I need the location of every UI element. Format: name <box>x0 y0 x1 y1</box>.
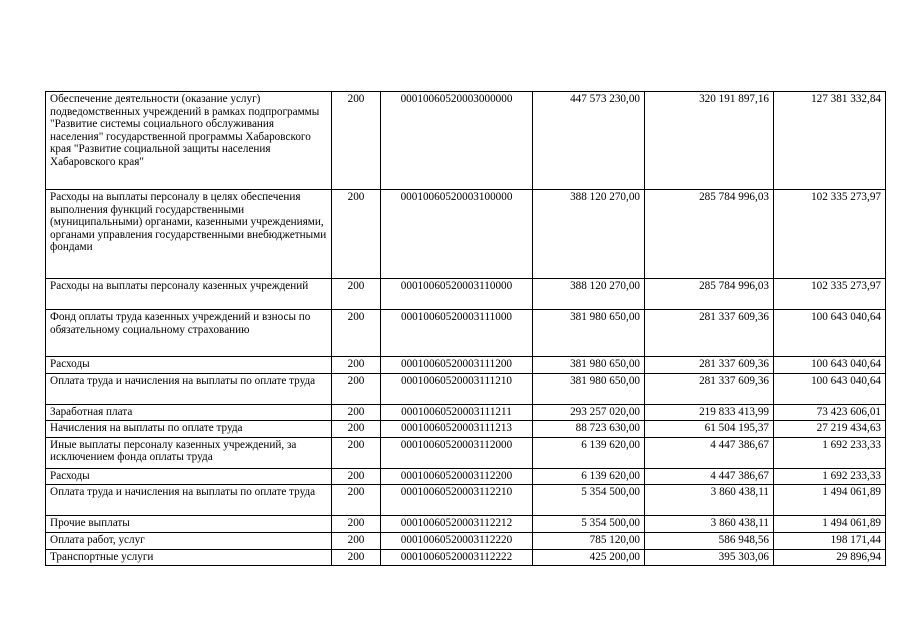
row-name-cell: Расходы на выплаты персоналу в целях обеспечения выполнения функций государственными (муниципальными) органами, казенными учреждениями, органами управления государственными внебюджетными фондами <box>46 190 332 279</box>
row-kbk-cell: 00010060520003111211 <box>381 404 533 421</box>
row-line-code-cell: 200 <box>332 404 381 421</box>
row-kbk-cell: 00010060520003112210 <box>381 485 533 516</box>
row-name-cell: Транспортные услуги <box>46 549 332 566</box>
table-row <box>46 516 886 533</box>
row-name-cell: Прочие выплаты <box>46 516 332 533</box>
row-approved-cell: 88 723 630,00 <box>533 421 645 438</box>
row-remaining-cell: 100 643 040,64 <box>774 357 886 374</box>
row-name-cell: Иные выплаты персоналу казенных учреждений, за исключением фонда оплаты труда <box>46 437 332 468</box>
table-body <box>46 92 886 566</box>
row-approved-cell: 381 980 650,00 <box>533 373 645 404</box>
row-approved-cell: 381 980 650,00 <box>533 310 645 357</box>
table-row <box>46 373 886 404</box>
row-remaining-cell: 198 171,44 <box>774 532 886 549</box>
row-approved-cell: 381 980 650,00 <box>533 357 645 374</box>
row-kbk-cell: 00010060520003111000 <box>381 310 533 357</box>
row-kbk-cell: 00010060520003112200 <box>381 468 533 485</box>
row-approved-cell: 388 120 270,00 <box>533 190 645 279</box>
row-line-code-cell: 200 <box>332 373 381 404</box>
row-line-code-cell: 200 <box>332 357 381 374</box>
row-kbk-cell: 00010060520003112222 <box>381 549 533 566</box>
row-kbk-cell: 00010060520003111210 <box>381 373 533 404</box>
table-row <box>46 92 886 190</box>
row-executed-cell: 3 860 438,11 <box>645 516 774 533</box>
row-remaining-cell: 73 423 606,01 <box>774 404 886 421</box>
row-approved-cell: 447 573 230,00 <box>533 92 645 190</box>
row-line-code-cell: 200 <box>332 437 381 468</box>
row-remaining-cell: 127 381 332,84 <box>774 92 886 190</box>
row-line-code-cell: 200 <box>332 279 381 310</box>
row-line-code-cell: 200 <box>332 516 381 533</box>
row-name-cell: Оплата труда и начисления на выплаты по оплате труда <box>46 485 332 516</box>
row-executed-cell: 320 191 897,16 <box>645 92 774 190</box>
table-row <box>46 190 886 279</box>
row-remaining-cell: 100 643 040,64 <box>774 310 886 357</box>
row-name-cell: Обеспечение деятельности (оказание услуг) подведомственных учреждений в рамках подпрограммы "Развитие системы социального обслуживания населения" государственной программы Хабаровского края "Развитие социальной защиты населения Хабаровского края" <box>46 92 332 190</box>
row-kbk-cell: 00010060520003000000 <box>381 92 533 190</box>
table-row <box>46 357 886 374</box>
row-line-code-cell: 200 <box>332 468 381 485</box>
row-line-code-cell: 200 <box>332 421 381 438</box>
row-name-cell: Заработная плата <box>46 404 332 421</box>
table-row <box>46 310 886 357</box>
row-name-cell: Фонд оплаты труда казенных учреждений и взносы по обязательному социальному страхованию <box>46 310 332 357</box>
row-line-code-cell: 200 <box>332 485 381 516</box>
row-kbk-cell: 00010060520003112000 <box>381 437 533 468</box>
row-remaining-cell: 29 896,94 <box>774 549 886 566</box>
row-line-code-cell: 200 <box>332 92 381 190</box>
table-row <box>46 468 886 485</box>
row-executed-cell: 4 447 386,67 <box>645 437 774 468</box>
row-executed-cell: 3 860 438,11 <box>645 485 774 516</box>
table-row <box>46 485 886 516</box>
row-name-cell: Расходы на выплаты персоналу казенных учреждений <box>46 279 332 310</box>
table-row <box>46 279 886 310</box>
row-kbk-cell: 00010060520003100000 <box>381 190 533 279</box>
row-name-cell: Оплата работ, услуг <box>46 532 332 549</box>
row-approved-cell: 425 200,00 <box>533 549 645 566</box>
row-name-cell: Оплата труда и начисления на выплаты по оплате труда <box>46 373 332 404</box>
table-row <box>46 532 886 549</box>
row-executed-cell: 219 833 413,99 <box>645 404 774 421</box>
row-remaining-cell: 102 335 273,97 <box>774 279 886 310</box>
row-approved-cell: 293 257 020,00 <box>533 404 645 421</box>
row-approved-cell: 5 354 500,00 <box>533 516 645 533</box>
row-remaining-cell: 27 219 434,63 <box>774 421 886 438</box>
row-executed-cell: 281 337 609,36 <box>645 310 774 357</box>
row-name-cell: Начисления на выплаты по оплате труда <box>46 421 332 438</box>
table-row <box>46 421 886 438</box>
row-kbk-cell: 00010060520003112212 <box>381 516 533 533</box>
budget-execution-table <box>45 91 886 566</box>
row-kbk-cell: 00010060520003110000 <box>381 279 533 310</box>
row-executed-cell: 281 337 609,36 <box>645 373 774 404</box>
row-approved-cell: 388 120 270,00 <box>533 279 645 310</box>
row-approved-cell: 785 120,00 <box>533 532 645 549</box>
row-kbk-cell: 00010060520003111213 <box>381 421 533 438</box>
row-executed-cell: 285 784 996,03 <box>645 279 774 310</box>
row-executed-cell: 61 504 195,37 <box>645 421 774 438</box>
row-name-cell: Расходы <box>46 468 332 485</box>
row-remaining-cell: 1 692 233,33 <box>774 468 886 485</box>
row-name-cell: Расходы <box>46 357 332 374</box>
row-remaining-cell: 1 494 061,89 <box>774 516 886 533</box>
table-row <box>46 437 886 468</box>
row-remaining-cell: 1 494 061,89 <box>774 485 886 516</box>
row-line-code-cell: 200 <box>332 549 381 566</box>
row-kbk-cell: 00010060520003112220 <box>381 532 533 549</box>
row-kbk-cell: 00010060520003111200 <box>381 357 533 374</box>
row-executed-cell: 395 303,06 <box>645 549 774 566</box>
row-line-code-cell: 200 <box>332 310 381 357</box>
row-executed-cell: 285 784 996,03 <box>645 190 774 279</box>
row-approved-cell: 6 139 620,00 <box>533 437 645 468</box>
table-row <box>46 549 886 566</box>
row-remaining-cell: 1 692 233,33 <box>774 437 886 468</box>
row-executed-cell: 281 337 609,36 <box>645 357 774 374</box>
row-remaining-cell: 102 335 273,97 <box>774 190 886 279</box>
table-row <box>46 404 886 421</box>
row-approved-cell: 5 354 500,00 <box>533 485 645 516</box>
row-approved-cell: 6 139 620,00 <box>533 468 645 485</box>
row-line-code-cell: 200 <box>332 532 381 549</box>
row-remaining-cell: 100 643 040,64 <box>774 373 886 404</box>
row-executed-cell: 586 948,56 <box>645 532 774 549</box>
row-line-code-cell: 200 <box>332 190 381 279</box>
row-executed-cell: 4 447 386,67 <box>645 468 774 485</box>
